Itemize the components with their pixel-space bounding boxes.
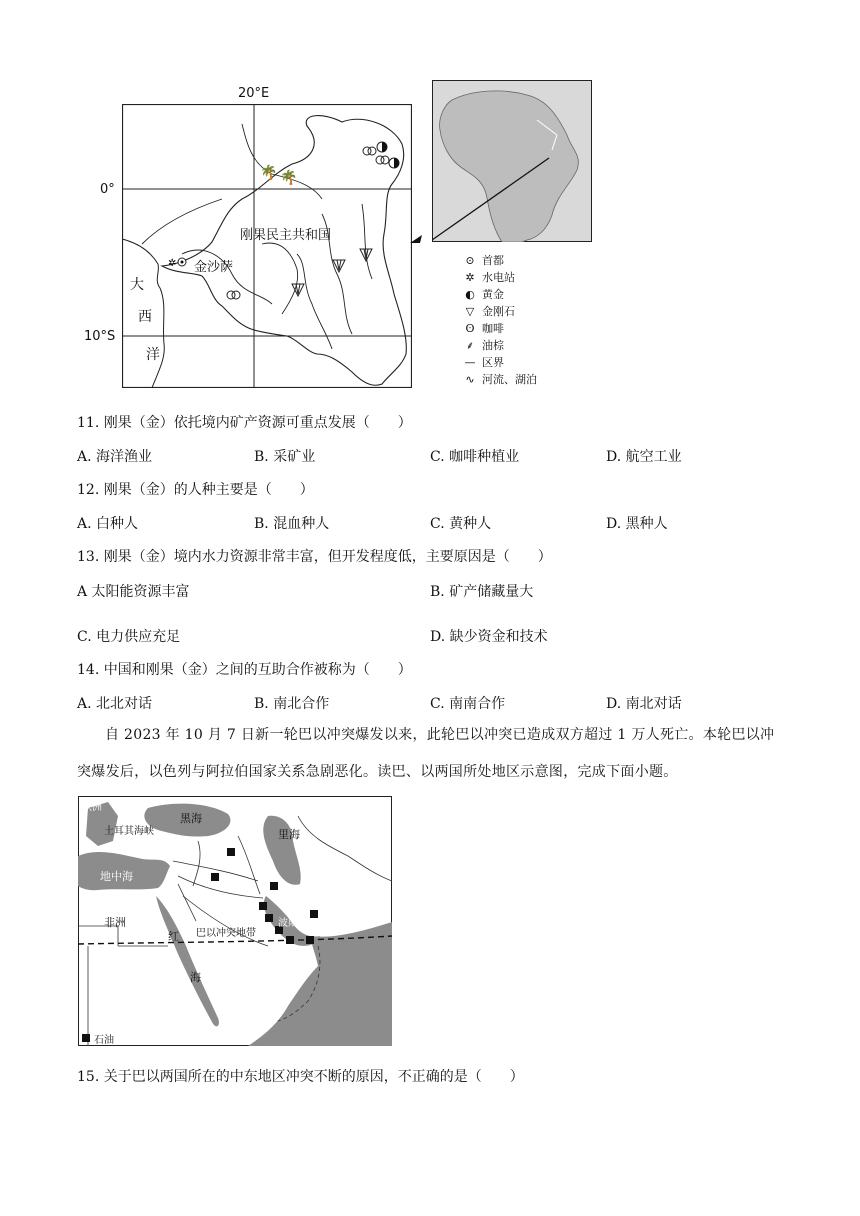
q11-option-c[interactable]: C. 咖啡种植业 xyxy=(430,449,520,465)
oil-icon xyxy=(310,910,318,918)
coffee-icon: ʘ xyxy=(465,321,475,335)
africa-inset-drawing xyxy=(432,80,592,242)
legend-diamond: ▽ 金刚石 xyxy=(458,303,515,319)
question-15-stem: 15. 关于巴以两国所在的中东地区冲突不断的原因，不正确的是（ ） xyxy=(77,1069,524,1085)
q11-option-a[interactable]: A. 海洋渔业 xyxy=(77,449,153,465)
question-11-stem: 11. 刚果（金）依托境内矿产资源可重点发展（ ） xyxy=(77,415,412,431)
label-black-sea: 黑海 xyxy=(180,812,202,825)
passage-text: 自 2023 年 10 月 7 日新一轮巴以冲突爆发以来，此轮巴以冲突已造成双方超过 1 万人死亡。本轮巴以冲突爆发后，以色列与阿拉伯国家关系急剧恶化。读巴、以两国所处地区示意图，完成下面小题。 xyxy=(77,727,775,780)
oil-icon xyxy=(306,936,314,944)
lat0-label: 0° xyxy=(100,182,115,197)
hydro-station-icon: ✲ xyxy=(168,258,177,269)
question-14-stem: 14. 中国和刚果（金）之间的互助合作被称为（ ） xyxy=(77,662,412,678)
legend-hydro: ✲ 水电站 xyxy=(458,269,515,285)
q12-option-b[interactable]: B. 混血种人 xyxy=(254,516,330,532)
legend-capital: ⊙ 首都 xyxy=(458,252,504,268)
label-red-sea-1: 红 xyxy=(168,930,179,943)
diamond-icon: ▽ xyxy=(465,304,475,318)
label-red-sea-2: 海 xyxy=(190,971,201,984)
congo-map-drawing xyxy=(122,104,412,388)
oil-icon xyxy=(286,936,294,944)
question-12-stem: 12. 刚果（金）的人种主要是（ ） xyxy=(77,482,314,498)
label-conflict-zone: 巴以冲突地带 xyxy=(196,928,256,939)
q12-option-d[interactable]: D. 黑种人 xyxy=(606,516,668,532)
congo-map xyxy=(84,86,412,388)
river-lake-icon: ∿ xyxy=(465,372,475,386)
capital-icon: ⊙ xyxy=(465,253,475,267)
q11-option-b[interactable]: B. 采矿业 xyxy=(254,449,316,465)
q13-option-c[interactable]: C. 电力供应充足 xyxy=(77,629,181,645)
q14-option-b[interactable]: B. 南北合作 xyxy=(254,696,330,712)
oil-icon xyxy=(82,1034,90,1042)
legend-oil-palm: ⸙ 油棕 xyxy=(458,337,504,353)
legend-oil-label: 石油 xyxy=(94,1035,114,1046)
question-13-stem: 13. 刚果（金）境内水力资源非常丰富，但开发程度低，主要原因是（ ） xyxy=(77,549,552,565)
q14-option-c[interactable]: C. 南南合作 xyxy=(430,696,506,712)
ocean-label-1: 大 xyxy=(130,277,144,293)
country-label: 刚果民主共和国 xyxy=(240,228,332,243)
q14-option-a[interactable]: A. 北北对话 xyxy=(77,696,153,712)
africa-inset-map xyxy=(432,80,592,242)
legend-coffee: ʘ 咖啡 xyxy=(458,320,504,336)
inset-arrow xyxy=(410,232,434,246)
q12-option-c[interactable]: C. 黄种人 xyxy=(430,516,492,532)
q11-option-d[interactable]: D. 航空工业 xyxy=(606,449,682,465)
label-persian-gulf: 波斯湾 xyxy=(278,918,308,929)
oil-palm-icon: 🌴 xyxy=(280,170,298,186)
oil-icon xyxy=(211,873,219,881)
label-mediterranean: 地中海 xyxy=(100,870,133,883)
label-caspian: 里海 xyxy=(278,828,300,841)
legend-river: ∿ 河流、湖泊 xyxy=(458,371,537,387)
capital-label: 金沙萨 xyxy=(194,260,234,275)
q13-option-a[interactable]: A 太阳能资源丰富 xyxy=(77,584,190,600)
q14-option-d[interactable]: D. 南北对话 xyxy=(606,696,682,712)
q13-option-d[interactable]: D. 缺少资金和技术 xyxy=(430,629,548,645)
hydro-station-icon: ✲ xyxy=(465,270,475,284)
legend-gold: ◐ 黄金 xyxy=(458,286,504,302)
gold-icon: ◐ xyxy=(465,287,475,301)
boundary-line-icon: — xyxy=(464,355,476,369)
lon-label: 20°E xyxy=(238,86,270,101)
label-europe: 欧洲 xyxy=(82,802,102,813)
ocean-label-3: 洋 xyxy=(146,347,160,363)
label-africa: 非洲 xyxy=(104,916,126,929)
oil-icon xyxy=(265,914,273,922)
q13-option-b[interactable]: B. 矿产储藏量大 xyxy=(430,584,534,600)
oil-icon xyxy=(227,848,235,856)
oil-palm-icon: ⸙ xyxy=(465,338,475,352)
ocean-label-2: 西 xyxy=(138,309,152,325)
oil-icon xyxy=(270,882,278,890)
lat10-label: 10°S xyxy=(84,329,116,344)
middle-east-map xyxy=(78,796,392,1046)
oil-icon xyxy=(259,902,267,910)
legend-boundary: — 区界 xyxy=(458,354,504,370)
oil-palm-icon: 🌴 xyxy=(260,165,278,181)
label-bosporus: 土耳其海峡 xyxy=(104,826,154,837)
q12-option-a[interactable]: A. 白种人 xyxy=(77,516,139,532)
